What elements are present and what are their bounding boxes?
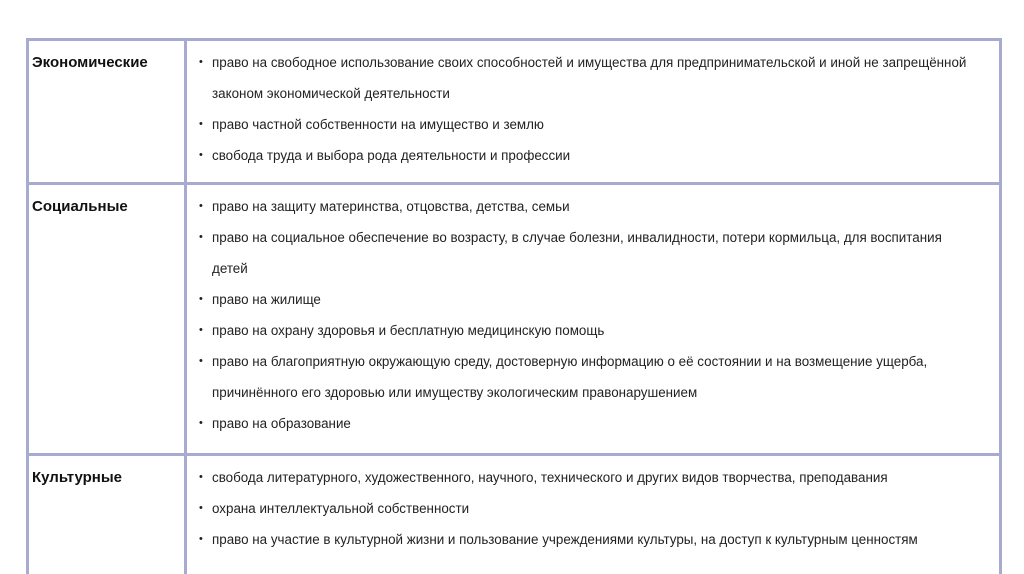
category-label-social: Социальные xyxy=(29,185,187,453)
bullet-icon: • xyxy=(199,56,203,68)
list-item-text: право частной собственности на имущество и землю xyxy=(212,117,544,132)
category-label-economic: Экономические xyxy=(29,41,187,182)
list-item xyxy=(199,315,999,346)
list-item-text: право на охрану здоровья и бесплатную медицинскую помощь xyxy=(212,323,605,338)
list-item-text: право на защиту материнства, отцовства, детства, семьи xyxy=(212,199,570,214)
list-item xyxy=(199,462,999,493)
table-row-economic xyxy=(29,41,999,185)
list-item-text: право на благоприятную окружающую среду, достоверную информацию о её состоянии и на возмещение ущерба, причинённого его здоровью или имуществу экологическим правонарушением xyxy=(212,354,928,400)
list-item xyxy=(199,109,999,140)
bullet-icon: • xyxy=(199,118,203,130)
list-item xyxy=(199,408,999,439)
list-item-text: право на свободное использование своих способностей и имущества для предпринимательской и иной не запрещённой законом экономической деятельности xyxy=(212,55,967,101)
bullet-icon: • xyxy=(199,200,203,212)
list-item xyxy=(199,284,999,315)
bullet-icon: • xyxy=(199,417,203,429)
bullet-icon: • xyxy=(199,293,203,305)
table-row-cultural xyxy=(29,456,999,574)
list-item-text: охрана интеллектуальной собственности xyxy=(212,501,470,516)
rights-table xyxy=(26,38,1002,574)
list-item-text: право на участие в культурной жизни и пользование учреждениями культуры, на доступ к культурным ценностям xyxy=(212,532,918,547)
list-item xyxy=(199,47,999,109)
list-item xyxy=(199,493,999,524)
bullet-icon: • xyxy=(199,471,203,483)
category-label-cultural: Культурные xyxy=(29,456,187,574)
table-row-social xyxy=(29,185,999,456)
list-item xyxy=(199,524,999,555)
bullet-icon: • xyxy=(199,502,203,514)
items-list-cultural xyxy=(187,456,999,574)
list-item xyxy=(199,222,999,284)
bullet-icon: • xyxy=(199,355,203,367)
bullet-icon: • xyxy=(199,149,203,161)
items-list-social xyxy=(187,185,999,453)
list-item-text: право на образование xyxy=(212,416,351,431)
list-item-text: свобода литературного, художественного, научного, технического и других видов творчества, преподавания xyxy=(212,470,888,485)
bullet-icon: • xyxy=(199,324,203,336)
list-item-text: свобода труда и выбора рода деятельности и профессии xyxy=(212,148,571,163)
list-item xyxy=(199,191,999,222)
bullet-icon: • xyxy=(199,231,203,243)
list-item xyxy=(199,346,999,408)
items-list-economic xyxy=(187,41,999,182)
bullet-icon: • xyxy=(199,533,203,545)
list-item-text: право на социальное обеспечение во возрасту, в случае болезни, инвалидности, потери кормильца, для воспитания детей xyxy=(212,230,942,276)
list-item-text: право на жилище xyxy=(212,292,321,307)
list-item xyxy=(199,140,999,171)
